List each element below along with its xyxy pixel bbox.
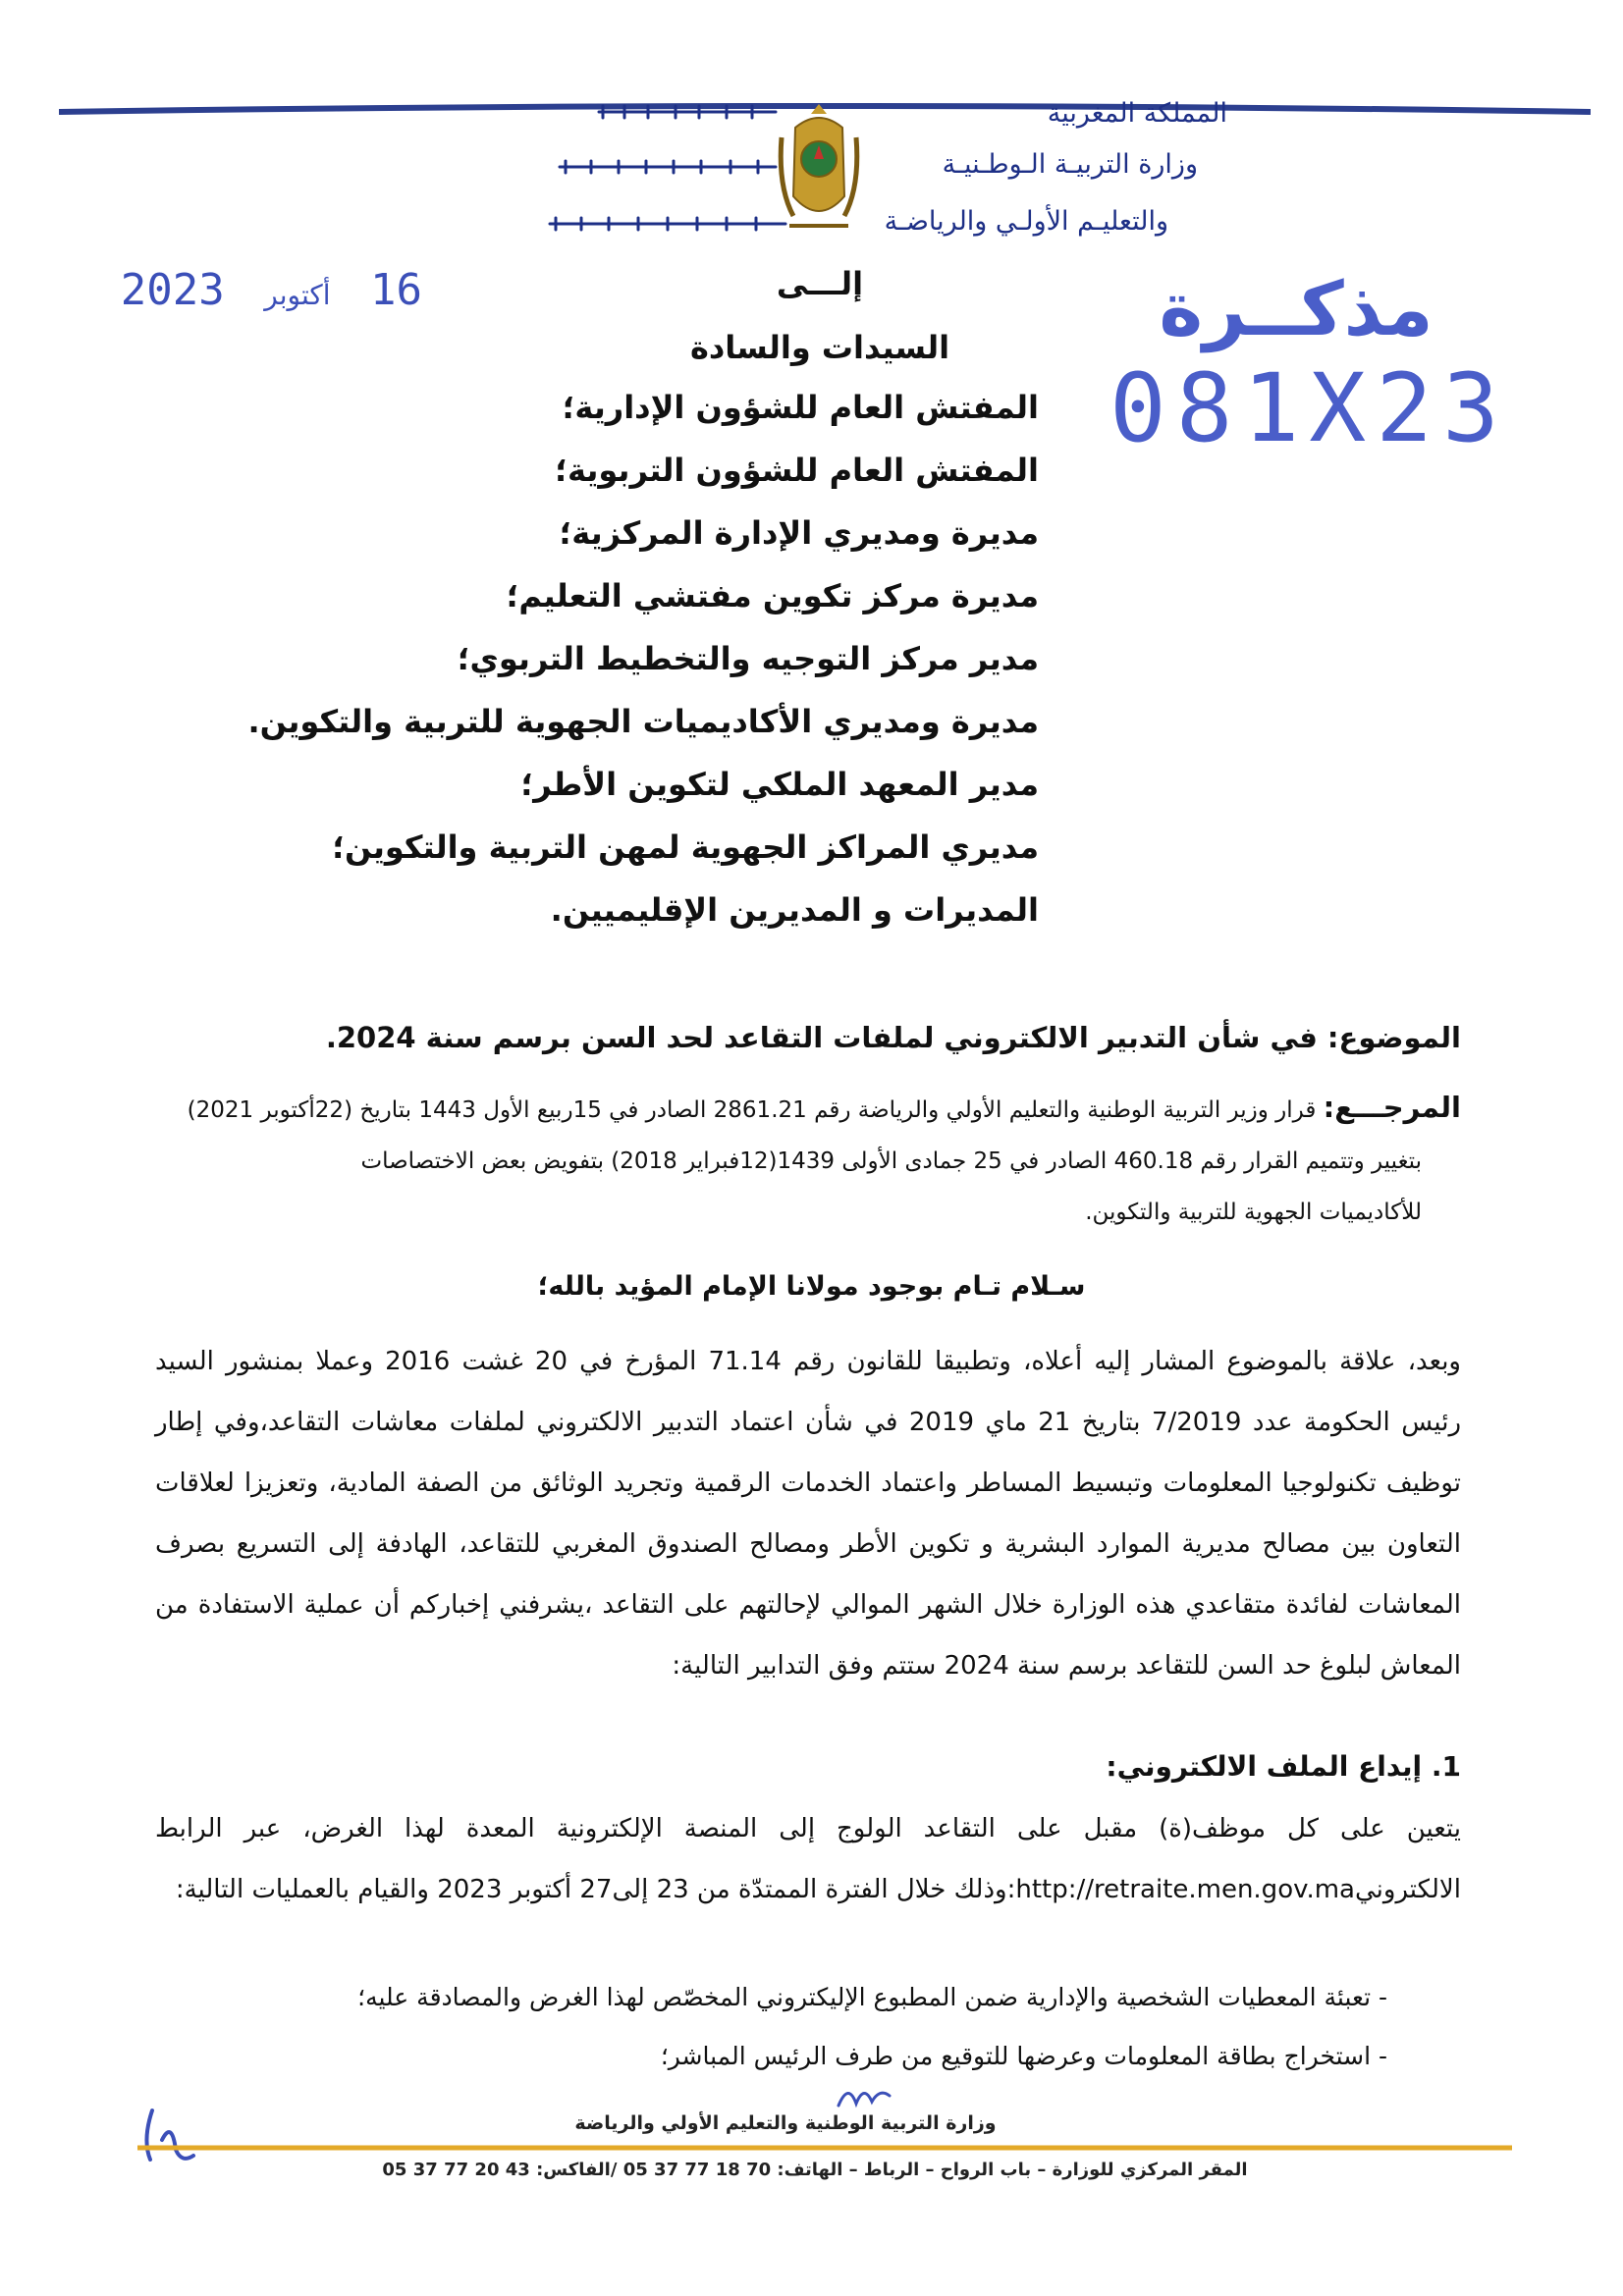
date-year: 2023 [120, 265, 225, 315]
addressee-line: المفتش العام للشؤون الإدارية؛ [562, 389, 1039, 426]
letterhead-ministry-line-2: والتعليـم الأولـي والرياضـة [884, 206, 1168, 237]
addressee-line: مدير مركز التوجيه والتخطيط التربوي؛ [457, 640, 1039, 677]
section-1-title: 1. إيداع الملف الالكتروني: [1106, 1750, 1461, 1783]
note-number-stamp: 081X23 [1109, 353, 1509, 463]
bullet-item: - استخراج بطاقة المعلومات وعرضها للتوقيع من طرف الرئيس المباشر؛ [660, 2042, 1387, 2070]
footer-ministry: وزارة التربية الوطنية والتعليم الأولي والرياضة [574, 2112, 997, 2134]
reference-text-1: قرار وزير التربية الوطنية والتعليم الأولي والرياضة رقم 2861.21 الصادر في 15ربيع الأول 1443 بتاريخ (22أكتوبر 2021) [187, 1097, 1317, 1123]
addressee-to: إلـــى [776, 265, 864, 302]
letterhead-ministry-line-1: وزارة التربيـة الـوطـنيـة [942, 149, 1198, 180]
reference-label: المرجـــع: [1323, 1091, 1461, 1124]
subject-line [165, 1021, 1461, 1070]
addressee-line: مديرة ومديري الإدارة المركزية؛ [559, 514, 1039, 552]
date-month: أكتوبر [264, 279, 331, 311]
note-title-stamp: مذكــرة [1159, 265, 1434, 352]
date-stamp [120, 265, 422, 316]
addressee-line: المديرات و المديرين الإقليميين. [550, 891, 1039, 929]
section-1-paragraph: يتعين على كل موظف(ة) مقبل على التقاعد الولوج إلى المنصة الإلكترونية المعدة لهذا الغرض، عبر الرابط الالكترونيhttp://retraite.men.gov.ma:وذلك خلال الفترة الممتدّة من 23 إلى27 أكتوبر 2023 والقيام بالعمليات التالية: [155, 1814, 1461, 1904]
addressee-greeting: السيدات والسادة [689, 329, 950, 366]
reference-text-3: للأكاديميات الجهوية للتربية والتكوين. [1085, 1200, 1422, 1225]
salutation: سـلام تـام بوجود مولانا الإمام المؤيد بالله؛ [537, 1271, 1086, 1302]
footer-address: المقر المركزي للوزارة – باب الرواح – الرباط – الهاتف: 70 18 77 37 05 /الفاكس: 43 20 77 37 05 [382, 2160, 1248, 2180]
handwritten-initials-center [835, 2076, 893, 2115]
footer-rule [137, 2142, 1512, 2154]
addressee-line: مديرة مركز تكوين مفتشي التعليم؛ [506, 577, 1039, 614]
bullet-item: - تعبئة المعطيات الشخصية والإدارية ضمن المطبوع الإليكتروني المخصّص لهذا الغرض والمصادقة عليه؛ [357, 1983, 1387, 2011]
letterhead-kingdom: المملكة المغربية [1047, 98, 1227, 129]
reference-block [155, 1082, 1461, 1238]
addressee-line: مديري المراكز الجهوية لمهن التربية والتكوين؛ [332, 828, 1039, 866]
body-paragraph: وبعد، علاقة بالموضوع المشار إليه أعلاه، وتطبيقا للقانون رقم 71.14 المؤرخ في 20 غشت 2016 وعملا بمنشور السيد رئيس الحكومة عدد 7/2019 بتاريخ 21 ماي 2019 في شأن اعتماد التدبير الالكتروني لملفات معاشات التقاعد،وفي إطار توظيف تكنولوجيا المعلومات وتبسيط المساطر واعتماد الخدمات الرقمية وتجريد الوثائق من الصفة المادية، وتعزيزا لعلاقات التعاون بين مصالح مديرية الموارد البشرية و تكوين الأطر ومصالح الصندوق المغربي للتقاعد، الهادفة إلى التسريع بصرف المعاشات لفائدة متقاعدي هذه الوزارة خلال الشهر الموالي لإحالتهم على التقاعد ،يشرفني إخباركم أن عملية الاستفادة من المعاش لبلوغ حد السن للتقاعد برسم سنة 2024 ستتم وفق التدابير التالية: [155, 1347, 1462, 1681]
subject-label: الموضوع: [1326, 1021, 1461, 1054]
date-day: 16 [370, 265, 422, 315]
subject-text: في شأن التدبير الالكتروني لملفات التقاعد لحد السن برسم سنة 2024. [325, 1021, 1318, 1054]
addressee-line: مدير المعهد الملكي لتكوين الأطر؛ [520, 766, 1039, 803]
addressee-line: المفتش العام للشؤون التربوية؛ [555, 452, 1039, 489]
reference-text-2: بتغيير وتتميم القرار رقم 460.18 الصادر في 25 جمادى الأولى 1439(12فبراير 2018) بتفويض بعض الاختصاصات [360, 1148, 1422, 1174]
addressee-line: مديرة ومديري الأكاديميات الجهوية للتربية والتكوين. [247, 703, 1039, 740]
handwritten-initials-left [133, 2101, 221, 2169]
reference-line-1 [155, 1082, 1461, 1136]
